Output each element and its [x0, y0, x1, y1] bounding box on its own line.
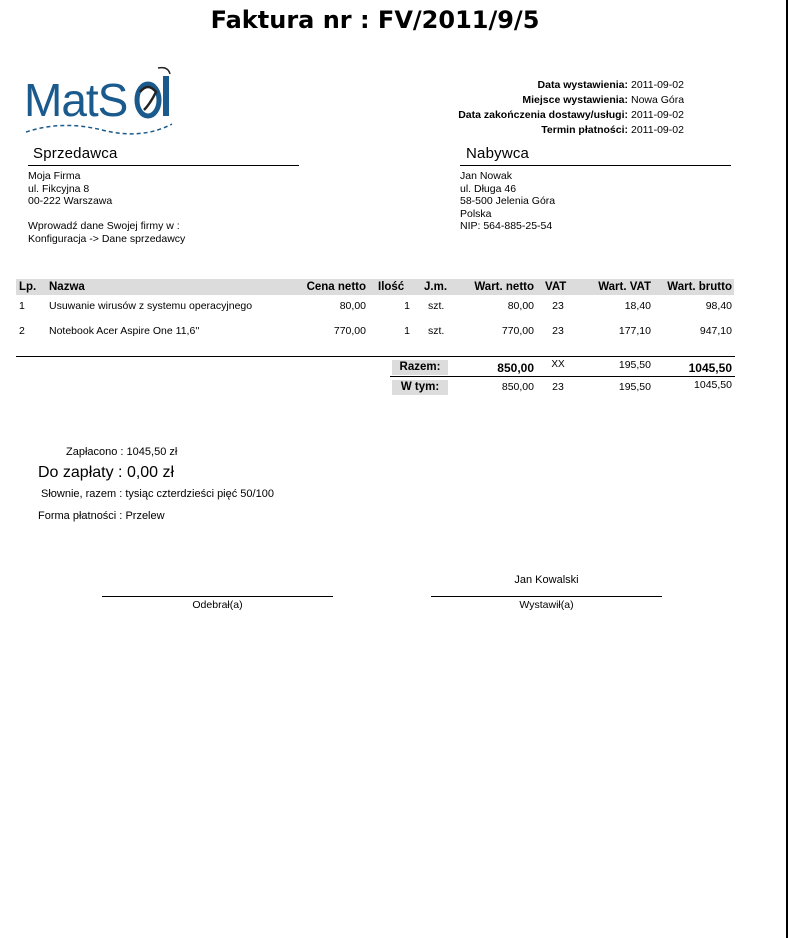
summary-rule	[390, 376, 735, 377]
cell-lp: 2	[19, 325, 25, 337]
meta-label: Data zakończenia dostawy/usługi:	[458, 109, 628, 121]
total-gross: 1045,50	[688, 361, 732, 375]
words-label: Słownie, razem :	[41, 488, 123, 500]
issuer-name: Jan Kowalski	[514, 574, 579, 586]
col-header-lp: Lp.	[19, 281, 37, 293]
cell-unit: szt.	[428, 300, 445, 312]
invoice-meta	[420, 78, 720, 138]
words-value: tysiąc czterdzieści pięć 50/100	[125, 488, 274, 500]
buyer-line: NIP: 564-885-25-54	[460, 220, 553, 232]
cell-name: Notebook Acer Aspire One 11,6''	[49, 325, 200, 337]
seller-underline	[28, 165, 299, 166]
buyer-heading: Nabywca	[466, 145, 530, 162]
total-label: Razem:	[399, 361, 441, 373]
buyer-line: Polska	[460, 207, 492, 220]
payment-method-value: Przelew	[125, 510, 165, 522]
meta-payment-term	[420, 123, 720, 138]
incl-gross: 1045,50	[694, 379, 732, 391]
buyer-line: Jan Nowak	[460, 170, 512, 182]
incl-vat-rate: 23	[552, 381, 564, 393]
total-vat-value: 195,50	[618, 359, 651, 371]
cell-gross: 98,40	[705, 300, 732, 312]
cell-vat-value: 177,10	[618, 325, 651, 337]
meta-label: Termin płatności:	[541, 124, 628, 136]
incl-vat-value: 195,50	[618, 381, 651, 393]
words-line	[41, 488, 274, 500]
meta-value: Nowa Góra	[631, 94, 685, 106]
paid-value: 1045,50 zł	[126, 446, 178, 458]
paid-line	[66, 446, 177, 458]
cell-unit: szt.	[428, 325, 445, 337]
cell-name: Usuwanie wirusów z systemu operacyjnego	[49, 300, 253, 312]
cell-qty: 1	[404, 325, 410, 337]
payment-method-label: Forma płatności :	[38, 510, 123, 522]
due-value: 0,00 zł	[126, 464, 175, 481]
seller-line: 00-222 Warszawa	[28, 195, 113, 207]
meta-label: Miejsce wystawienia:	[522, 94, 628, 106]
seller-line: Wprowadź dane Swojej firmy w :	[28, 220, 180, 232]
total-vat-rate: XX	[551, 359, 565, 370]
cell-vat: 23	[552, 300, 564, 312]
cell-net: 80,00	[507, 300, 534, 312]
seller-line: ul. Fikcyjna 8	[28, 182, 90, 195]
buyer-details	[460, 170, 555, 233]
col-header-name: Nazwa	[49, 281, 85, 293]
meta-value: 2011-09-02	[631, 124, 684, 136]
col-header-price: Cena netto	[306, 281, 366, 293]
col-header-vat-value: Wart. VAT	[598, 281, 651, 293]
meta-issue-date	[420, 78, 720, 93]
meta-label: Data wystawienia:	[537, 79, 628, 91]
buyer-underline	[460, 165, 731, 166]
cell-lp: 1	[19, 300, 25, 312]
seller-details	[28, 170, 185, 245]
due-label: Do zapłaty :	[38, 464, 123, 481]
received-signature-line	[102, 596, 333, 597]
total-net: 850,00	[497, 361, 534, 375]
col-header-net: Wart. netto	[474, 281, 534, 293]
col-header-unit: J.m.	[424, 281, 448, 293]
buyer-line: 58-500 Jelenia Góra	[460, 195, 556, 207]
table-bottom-rule	[16, 356, 735, 357]
meta-value: 2011-09-02	[631, 79, 684, 91]
buyer-line: ul. Długa 46	[460, 182, 517, 195]
incl-net: 850,00	[501, 381, 534, 393]
cell-vat: 23	[552, 325, 564, 337]
meta-delivery-date	[420, 108, 720, 123]
col-header-vat: VAT	[545, 281, 567, 293]
payment-method-line	[38, 510, 165, 522]
cell-price: 80,00	[339, 300, 366, 312]
cell-gross: 947,10	[699, 325, 732, 337]
due-line	[38, 464, 174, 482]
paid-label: Zapłacono :	[66, 446, 124, 458]
meta-issue-place	[420, 93, 720, 108]
seller-line: Moja Firma	[28, 170, 81, 182]
cell-price: 770,00	[333, 325, 366, 337]
svg-text:MatS: MatS	[24, 74, 128, 126]
received-caption: Odebrał(a)	[192, 599, 243, 611]
matsol-logo	[22, 58, 182, 142]
cell-vat-value: 18,40	[624, 300, 651, 312]
cell-qty: 1	[404, 300, 410, 312]
total-label-box	[392, 360, 448, 375]
issued-caption: Wystawił(a)	[519, 599, 574, 611]
issued-signature-line	[431, 596, 662, 597]
meta-value: 2011-09-02	[631, 109, 684, 121]
col-header-qty: Ilość	[378, 281, 405, 293]
invoice-title: Faktura nr : FV/2011/9/5	[210, 6, 540, 34]
incl-label-box	[392, 380, 448, 395]
col-header-gross: Wart. brutto	[667, 281, 732, 293]
incl-label: W tym:	[400, 381, 440, 393]
cell-net: 770,00	[501, 325, 534, 337]
seller-heading: Sprzedawca	[33, 145, 118, 162]
seller-line	[28, 208, 185, 221]
seller-line: Konfiguracja -> Dane sprzedawcy	[28, 232, 186, 245]
